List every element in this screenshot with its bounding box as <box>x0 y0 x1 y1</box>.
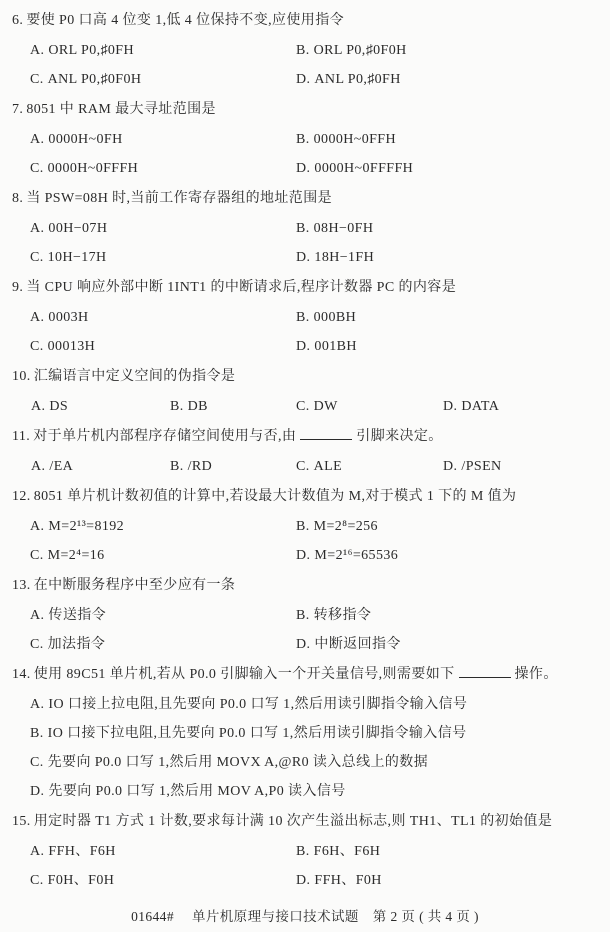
option-text: DS <box>49 399 69 414</box>
option-label: D. <box>296 548 311 563</box>
option-text: 0000H~0FFFFH <box>314 161 414 176</box>
option-text: M=2⁸=256 <box>313 519 378 534</box>
question-11 <box>0 421 610 481</box>
option-c <box>30 332 296 361</box>
options-grid <box>0 601 610 659</box>
option-a <box>30 601 296 630</box>
option-text: FFH、F6H <box>48 844 116 859</box>
blank-underline <box>459 665 511 678</box>
question-stem <box>0 361 610 392</box>
option-text: ORL P0,♯0FH <box>48 43 134 58</box>
option-text: /EA <box>49 459 74 474</box>
option-label: C. <box>30 755 44 770</box>
option-text: DW <box>313 399 338 414</box>
option-c <box>296 392 443 421</box>
option-c <box>30 630 296 659</box>
option-label: B. <box>296 519 310 534</box>
option-label: D. <box>296 873 311 888</box>
option-label: D. <box>296 637 311 652</box>
option-d <box>296 154 610 183</box>
option-b <box>30 719 610 748</box>
question-stem-text: 8051 单片机计数初值的计算中,若设最大计数值为 M,对于模式 1 下的 M 值为 <box>33 489 517 504</box>
option-text: 先要向 P0.0 口写 1,然后用 MOVX A,@R0 读入总线上的数据 <box>47 755 429 770</box>
option-label: D. <box>296 250 311 265</box>
question-stem-text: 对于单片机内部程序存储空间使用与否,由 <box>33 429 297 444</box>
option-label: B. <box>296 221 310 236</box>
option-c <box>30 541 296 570</box>
option-text: 10H−17H <box>47 250 107 265</box>
question-9 <box>0 272 610 361</box>
option-d <box>296 243 610 272</box>
question-stem-text: 引脚来决定。 <box>356 429 443 444</box>
option-label: D. <box>296 72 311 87</box>
option-d <box>296 630 610 659</box>
question-stem-text: 在中断服务程序中至少应有一条 <box>33 578 236 593</box>
option-label: A. <box>30 43 45 58</box>
exam-code: 01644# <box>131 909 174 924</box>
option-label: B. <box>296 844 310 859</box>
option-label: C. <box>296 459 310 474</box>
option-label: C. <box>30 161 44 176</box>
option-c <box>30 748 610 777</box>
question-8 <box>0 183 610 272</box>
option-text: 加法指令 <box>47 637 106 652</box>
question-number: 8. <box>12 191 24 206</box>
question-number: 13. <box>12 578 31 593</box>
options-grid <box>0 36 610 94</box>
question-stem <box>0 570 610 601</box>
question-stem <box>0 183 610 214</box>
option-a <box>30 125 296 154</box>
option-a <box>30 303 296 332</box>
question-12 <box>0 481 610 570</box>
option-a <box>30 837 296 866</box>
page-footer <box>0 902 610 932</box>
option-a <box>30 512 296 541</box>
option-text: DB <box>187 399 208 414</box>
options-row <box>0 452 610 481</box>
option-label: B. <box>30 726 44 741</box>
option-label: B. <box>296 310 310 325</box>
option-label: B. <box>170 399 184 414</box>
option-b <box>296 36 610 65</box>
option-text: IO 口接下拉电阻,且先要向 P0.0 口写 1,然后用读引脚指令输入信号 <box>47 726 467 741</box>
option-d <box>296 866 610 895</box>
question-stem-text: 当 PSW=08H 时,当前工作寄存器组的地址范围是 <box>26 191 333 206</box>
option-label: A. <box>30 132 45 147</box>
question-stem-text: 操作。 <box>514 667 558 682</box>
option-b <box>296 303 610 332</box>
question-7 <box>0 94 610 183</box>
option-text: 传送指令 <box>48 608 107 623</box>
question-6 <box>0 5 610 94</box>
question-stem <box>0 806 610 837</box>
option-b <box>296 214 610 243</box>
option-label: B. <box>170 459 184 474</box>
option-text: /RD <box>187 459 213 474</box>
question-10 <box>0 361 610 421</box>
question-stem-text: 8051 中 RAM 最大寻址范围是 <box>26 102 216 117</box>
option-text: 00013H <box>47 339 96 354</box>
option-label: A. <box>30 608 45 623</box>
option-label: A. <box>30 310 45 325</box>
options-row <box>0 392 610 421</box>
option-label: A. <box>31 459 46 474</box>
option-text: 000BH <box>313 310 357 325</box>
option-d <box>443 392 610 421</box>
options-grid <box>0 214 610 272</box>
option-text: 08H−0FH <box>313 221 374 236</box>
question-number: 9. <box>12 280 24 295</box>
page-number: 第 2 页 ( 共 4 页 ) <box>372 909 479 924</box>
option-text: ORL P0,♯0F0H <box>313 43 407 58</box>
option-label: C. <box>30 250 44 265</box>
question-15 <box>0 806 610 895</box>
option-b <box>296 837 610 866</box>
option-text: M=2¹³=8192 <box>48 519 125 534</box>
option-label: C. <box>30 637 44 652</box>
question-number: 10. <box>12 369 31 384</box>
option-text: DATA <box>461 399 500 414</box>
option-c <box>30 154 296 183</box>
option-a <box>30 214 296 243</box>
option-text: 0003H <box>48 310 89 325</box>
question-number: 14. <box>12 667 31 682</box>
option-a <box>30 690 610 719</box>
option-label: B. <box>296 43 310 58</box>
option-label: C. <box>30 873 44 888</box>
option-c <box>30 243 296 272</box>
option-label: C. <box>30 72 44 87</box>
options-grid <box>0 837 610 895</box>
option-text: M=2⁴=16 <box>47 548 105 563</box>
option-c <box>30 65 296 94</box>
option-text: 中断返回指令 <box>314 637 401 652</box>
option-a <box>30 36 296 65</box>
options-list <box>0 690 610 806</box>
question-stem <box>0 5 610 36</box>
question-number: 15. <box>12 814 31 829</box>
option-d <box>296 332 610 361</box>
option-label: D. <box>443 399 458 414</box>
option-text: ALE <box>313 459 343 474</box>
option-text: 18H−1FH <box>314 250 375 265</box>
question-stem-text: 当 CPU 响应外部中断 1INT1 的中断请求后,程序计数器 PC 的内容是 <box>26 280 457 295</box>
option-text: 0000H~0FFH <box>313 132 397 147</box>
option-text: 001BH <box>314 339 357 354</box>
option-d <box>443 452 610 481</box>
option-b <box>170 452 296 481</box>
option-d <box>296 65 610 94</box>
option-c <box>30 866 296 895</box>
option-text: 0000H~0FFFH <box>47 161 139 176</box>
question-number: 7. <box>12 102 24 117</box>
question-number: 6. <box>12 13 24 28</box>
option-c <box>296 452 443 481</box>
question-stem <box>0 272 610 303</box>
option-text: IO 口接上拉电阻,且先要向 P0.0 口写 1,然后用读引脚指令输入信号 <box>48 697 468 712</box>
question-stem <box>0 659 610 690</box>
question-stem-text: 要使 P0 口高 4 位变 1,低 4 位保持不变,应使用指令 <box>26 13 344 28</box>
options-grid <box>0 512 610 570</box>
blank-underline <box>300 427 352 440</box>
option-label: D. <box>30 784 45 799</box>
option-label: D. <box>296 339 311 354</box>
question-stem-text: 汇编语言中定义空间的伪指令是 <box>33 369 236 384</box>
option-label: D. <box>443 459 458 474</box>
option-text: FFH、F0H <box>314 873 382 888</box>
option-a <box>31 452 170 481</box>
question-stem-text: 使用 89C51 单片机,若从 P0.0 引脚输入一个开关量信号,则需要如下 <box>33 667 455 682</box>
option-text: M=2¹⁶=65536 <box>314 548 399 563</box>
option-text: 0000H~0FH <box>48 132 123 147</box>
question-stem-text: 用定时器 T1 方式 1 计数,要求每计满 10 次产生溢出标志,则 TH1、TL1 的初始值是 <box>33 814 553 829</box>
question-number: 11. <box>12 429 31 444</box>
option-text: 转移指令 <box>313 608 372 623</box>
option-b <box>296 125 610 154</box>
option-text: ANL P0,♯0FH <box>314 72 401 87</box>
option-text: /PSEN <box>461 459 502 474</box>
option-text: F6H、F6H <box>313 844 381 859</box>
question-13 <box>0 570 610 659</box>
exam-title: 单片机原理与接口技术试题 <box>191 909 359 924</box>
option-text: F0H、F0H <box>47 873 115 888</box>
question-stem <box>0 94 610 125</box>
option-label: C. <box>30 339 44 354</box>
option-label: B. <box>296 608 310 623</box>
option-b <box>296 512 610 541</box>
option-a <box>31 392 170 421</box>
question-number: 12. <box>12 489 31 504</box>
option-label: A. <box>30 697 45 712</box>
option-b <box>296 601 610 630</box>
option-text: ANL P0,♯0F0H <box>47 72 142 87</box>
option-label: D. <box>296 161 311 176</box>
option-d <box>30 777 610 806</box>
question-14 <box>0 659 610 806</box>
option-b <box>170 392 296 421</box>
option-text: 先要向 P0.0 口写 1,然后用 MOV A,P0 读入信号 <box>48 784 346 799</box>
option-label: A. <box>30 844 45 859</box>
option-d <box>296 541 610 570</box>
question-stem <box>0 421 610 452</box>
option-text: 00H−07H <box>48 221 108 236</box>
option-label: A. <box>30 221 45 236</box>
option-label: A. <box>31 399 46 414</box>
options-grid <box>0 125 610 183</box>
option-label: B. <box>296 132 310 147</box>
option-label: C. <box>296 399 310 414</box>
option-label: C. <box>30 548 44 563</box>
options-grid <box>0 303 610 361</box>
question-stem <box>0 481 610 512</box>
option-label: A. <box>30 519 45 534</box>
